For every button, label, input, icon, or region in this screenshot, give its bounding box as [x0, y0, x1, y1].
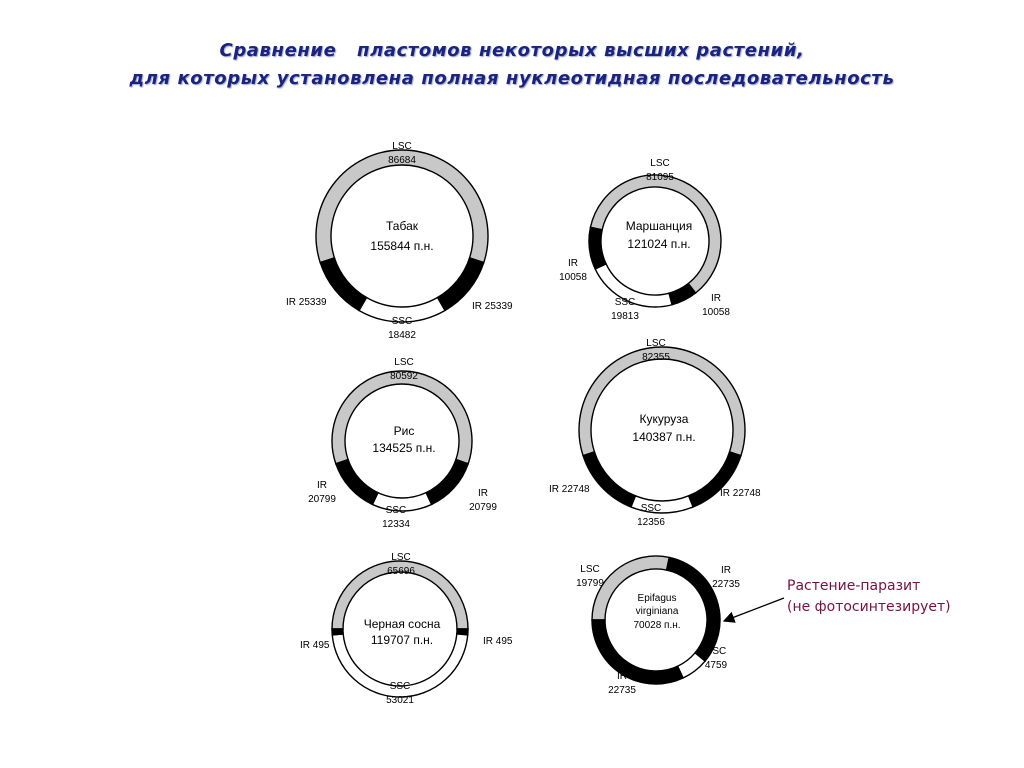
ir-label-right: 20799: [469, 502, 497, 513]
ir-label-right: IR: [478, 488, 488, 499]
plant-name: Маршанция: [625, 219, 693, 233]
plant-name: Черная сосна: [363, 617, 441, 631]
ssc-label: 53021: [386, 695, 414, 706]
ssc-label: 4759: [704, 660, 728, 671]
lsc-label: 81095: [646, 172, 674, 183]
ir-label-left: IR 495: [300, 640, 330, 651]
ir-label-right: IR: [721, 565, 731, 576]
ssc-label: 12334: [382, 519, 410, 530]
lsc-label: 82355: [642, 352, 670, 363]
ir-segment-right: [426, 460, 468, 505]
ssc-label: SSC: [614, 297, 636, 308]
genome-size: 140387 п.н.: [632, 430, 696, 444]
lsc-label: 80592: [390, 371, 418, 382]
ir-segment-left: [320, 258, 366, 311]
ir-label-right: 10058: [702, 307, 730, 318]
ir-label-left: IR: [617, 671, 627, 682]
ir-segment-left: [336, 460, 378, 505]
plant-name: virginiana: [635, 606, 679, 617]
plastome-map: [300, 552, 513, 706]
lsc-label: 86684: [388, 155, 416, 166]
genome-size: 155844 п.н.: [370, 239, 434, 253]
plant-name: Рис: [393, 424, 415, 438]
lsc-label: LSC: [650, 158, 670, 169]
ssc-label: SSC: [640, 503, 662, 514]
plastome-map: [576, 556, 740, 696]
genome-size: 121024 п.н.: [627, 237, 691, 251]
lsc-label: LSC: [392, 141, 412, 152]
ssc-label: SSC: [389, 681, 411, 692]
ir-label-left: 10058: [559, 272, 587, 283]
plant-name: Кукуруза: [639, 412, 689, 426]
plastome-map: [286, 141, 513, 341]
pointer-arrow: [724, 598, 784, 621]
ir-label-right: IR 25339: [472, 301, 513, 312]
lsc-label: 65696: [387, 566, 415, 577]
plant-name: Табак: [386, 219, 418, 233]
ssc-label: 12356: [637, 517, 665, 528]
genome-size: 134525 п.н.: [372, 441, 436, 455]
ir-label-right: IR 22748: [720, 488, 761, 499]
ssc-label: 19813: [611, 311, 639, 322]
ir-label-left: IR 25339: [286, 297, 327, 308]
genome-size: 119707 п.н.: [370, 633, 434, 647]
title-line-1: Сравнение пластомов некоторых высших растений,: [219, 40, 805, 61]
ir-label-left: 20799: [308, 494, 336, 505]
ir-segment-left: [583, 452, 635, 507]
ssc-label: SSC: [705, 646, 727, 657]
ir-segment-left: [589, 227, 606, 269]
ir-label-right: IR 495: [483, 636, 513, 647]
parasite-note-line-2: (не фотосинтезирует): [787, 599, 951, 615]
ssc-label: SSC: [391, 316, 413, 327]
ir-label-left: IR 22748: [549, 484, 590, 495]
title-line-2: для которых установлена полная нуклеотидная последовательность: [129, 68, 895, 89]
ir-segment-left: [332, 629, 343, 635]
plastome-map: [559, 158, 730, 322]
ir-label-left: 22735: [608, 685, 636, 696]
lsc-label: 19799: [576, 578, 604, 589]
lsc-label: LSC: [646, 338, 666, 349]
genome-size: 70028 п.н.: [633, 620, 681, 631]
plastome-map: [308, 357, 497, 530]
lsc-label: LSC: [394, 357, 414, 368]
plastome-map: [549, 338, 761, 528]
lsc-label: LSC: [580, 564, 600, 575]
lsc-label: LSC: [391, 552, 411, 563]
parasite-note-line-1: Растение-паразит: [787, 578, 921, 594]
ir-label-left: IR: [317, 480, 327, 491]
ir-label-right: 22735: [712, 579, 740, 590]
ir-label-left: IR: [568, 258, 578, 269]
ssc-label: 18482: [388, 330, 416, 341]
ssc-label: SSC: [385, 505, 407, 516]
ir-label-right: IR: [711, 293, 721, 304]
plant-name: Epifagus: [637, 593, 677, 604]
